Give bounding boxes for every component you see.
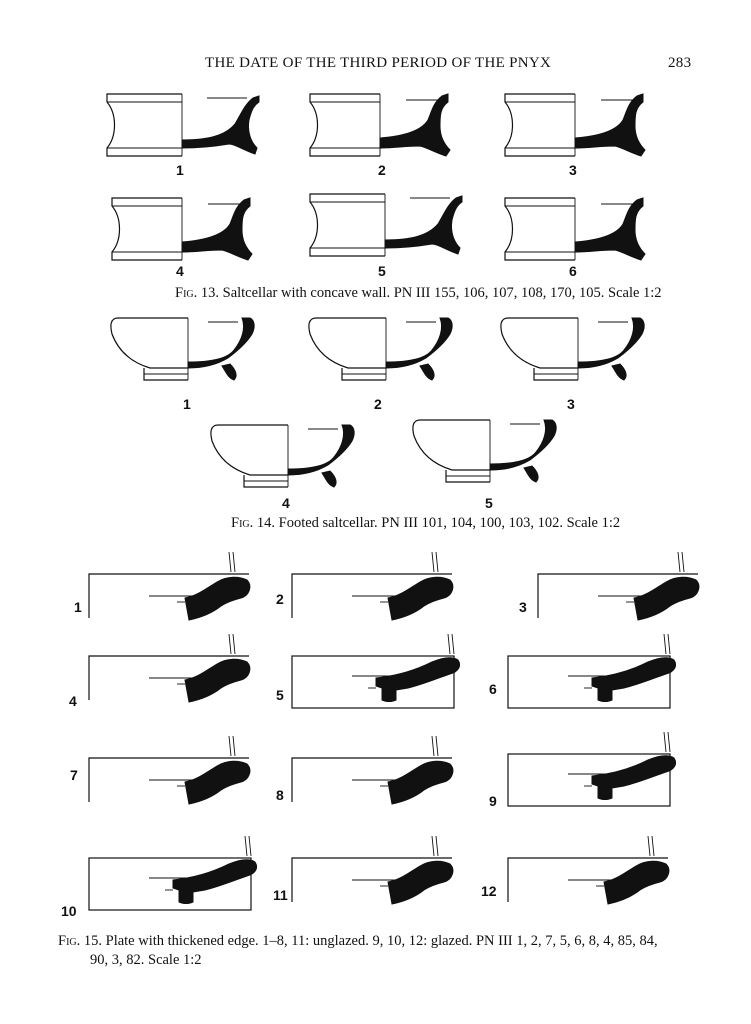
fig14-number-3: 3 (567, 396, 575, 412)
fig13-number-3: 3 (569, 162, 577, 178)
figure-15-caption-text-1: Plate with thickened edge. 1–8, 11: unglazed. 9, 10, 12: glazed. PN III 1, 2, 7, 5, 6, 8, 4, 85, 84, (105, 933, 658, 949)
fig15-number-6: 6 (489, 681, 497, 697)
fig15-number-12: 12 (481, 883, 497, 899)
fig15-number-2: 2 (276, 591, 284, 607)
fig15-number-4: 4 (69, 693, 77, 709)
fig13-number-6: 6 (569, 263, 577, 279)
fig15-drawing-10 (89, 836, 257, 910)
fig15-drawing-8 (292, 736, 453, 804)
fig14-number-4: 4 (282, 495, 290, 511)
fig14-number-5: 5 (485, 495, 493, 511)
fig15-drawing-4 (89, 634, 250, 702)
figure-15-caption-line-2: 90, 3, 82. Scale 1:2 (90, 952, 202, 968)
figure-15-caption (58, 932, 730, 970)
fig15-drawing-11 (292, 836, 453, 904)
running-title: THE DATE OF THE THIRD PERIOD OF THE PNYX (205, 55, 552, 71)
fig15-drawing-1 (89, 552, 250, 620)
figure-14-label: Fig. 14. (231, 515, 275, 531)
fig15-drawing-9 (508, 732, 676, 806)
fig13-number-5: 5 (378, 263, 386, 279)
fig15-number-3: 3 (519, 599, 527, 615)
fig13-number-4: 4 (176, 263, 184, 279)
figure-15-caption-line-1 (58, 932, 730, 951)
figure-15-label: Fig. 15. (58, 933, 102, 949)
fig15-drawing-2 (292, 552, 453, 620)
fig15-number-11: 11 (273, 887, 288, 903)
fig15-drawing-5 (292, 634, 460, 708)
fig13-number-1: 1 (176, 162, 184, 178)
fig15-drawing-12 (508, 836, 669, 904)
figure-14-caption-text: Footed saltcellar. PN III 101, 104, 100, 103, 102. Scale 1:2 (278, 515, 621, 531)
fig15-drawing-3 (538, 552, 699, 620)
fig15-drawing-6 (508, 634, 676, 708)
fig15-number-8: 8 (276, 787, 284, 803)
fig13-number-2: 2 (378, 162, 386, 178)
fig14-number-2: 2 (374, 396, 382, 412)
figure-13-caption-text: Saltcellar with concave wall. PN III 155, 106, 107, 108, 170, 105. Scale 1:2 (222, 285, 662, 301)
fig15-number-7: 7 (70, 767, 78, 783)
fig15-drawing-7 (89, 736, 250, 804)
figure-13-label: Fig. 13. (175, 285, 219, 301)
fig15-number-9: 9 (489, 793, 497, 809)
page-number: 283 (668, 55, 692, 71)
fig15-number-5: 5 (276, 687, 284, 703)
fig14-number-1: 1 (183, 396, 191, 412)
fig15-number-1: 1 (74, 599, 82, 615)
fig15-number-10: 10 (61, 903, 77, 919)
